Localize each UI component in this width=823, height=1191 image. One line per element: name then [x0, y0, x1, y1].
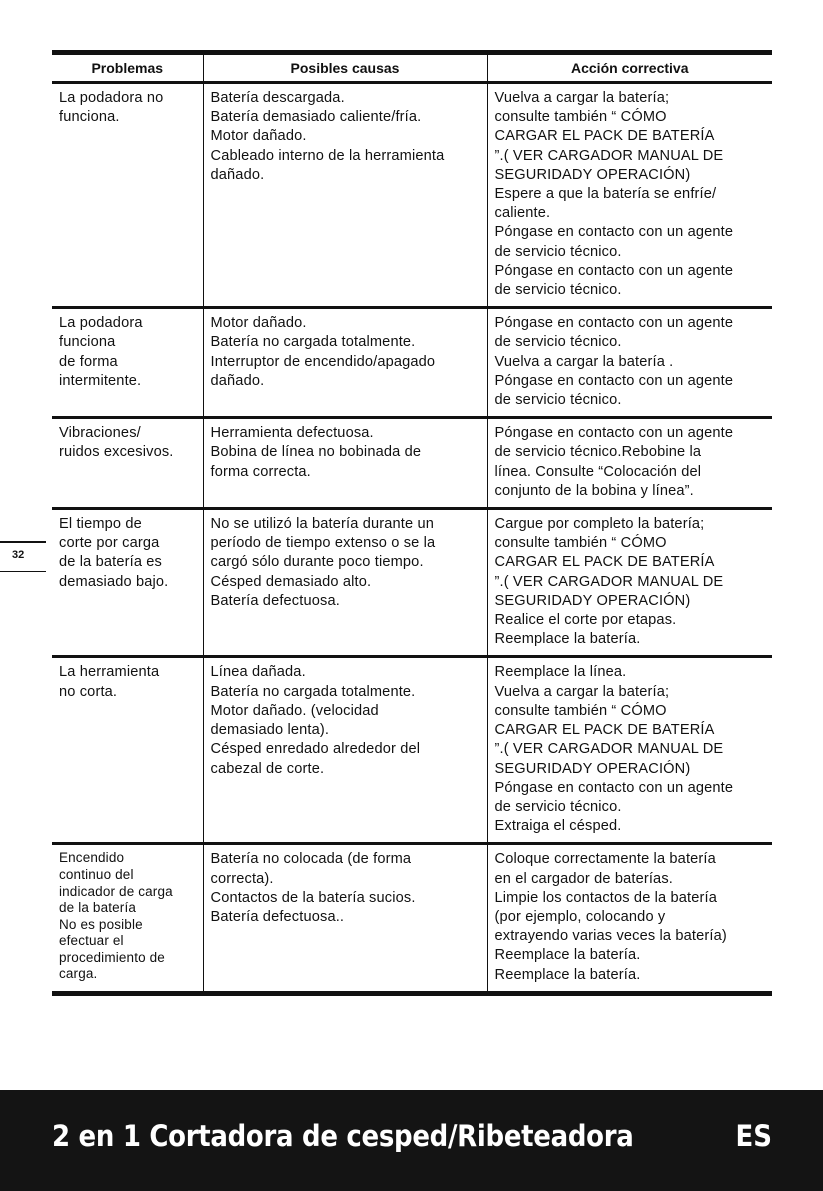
cell-line: Coloque correctamente la batería [494, 851, 716, 868]
cell-line: Extraiga el césped. [494, 818, 622, 835]
causes-cell [203, 418, 487, 509]
cell-line: La podadora [59, 315, 143, 332]
cell-line: Póngase en contacto con un agente [494, 425, 734, 442]
cell-line: demasiado bajo. [59, 573, 169, 590]
cell-line: Realice el corte por etapas. [494, 612, 677, 629]
cell-line: forma correcta. [210, 463, 311, 480]
cell-line: No es posible [59, 916, 143, 932]
cell-line: conjunto de la bobina y línea”. [494, 482, 694, 499]
cell-line: Cargue por completo la batería; [494, 516, 705, 533]
cell-line: Vuelva a cargar la batería; [494, 683, 670, 700]
page-tab-rule-top [0, 541, 46, 543]
troubleshooting-table [52, 50, 772, 996]
table-row [52, 844, 772, 993]
cell-line: en el cargador de baterías. [494, 870, 673, 887]
cell-line: consulte también “ CÓMO [494, 702, 667, 719]
cell-line: Césped enredado alrededor del [210, 741, 421, 758]
page-tab-rule-bottom [0, 571, 46, 573]
table-row [52, 83, 772, 308]
cell-line: Herramienta defectuosa. [210, 425, 374, 442]
cell-line: consulte también “ CÓMO [494, 535, 667, 552]
cell-line: Batería defectuosa.. [210, 908, 345, 925]
cell-line: Bobina de línea no bobinada de [210, 444, 422, 461]
table-body [52, 83, 772, 994]
cell-line: No se utilizó la batería durante un [210, 516, 434, 533]
cell-line: SEGURIDADY OPERACIÓN) [494, 592, 691, 609]
cell-line: indicador de carga [59, 883, 173, 899]
header-causes: Posibles causas [203, 53, 487, 83]
cell-line: de servicio técnico. [494, 334, 622, 351]
header-problems: Problemas [52, 53, 203, 83]
table-header-row [52, 53, 772, 83]
cell-line: demasiado lenta). [210, 722, 330, 739]
cell-line: de servicio técnico. [494, 282, 622, 299]
cell-line: Póngase en contacto con un agente [494, 262, 734, 279]
cell-line: Póngase en contacto con un agente [494, 372, 734, 389]
footer-banner [0, 1090, 823, 1191]
cell-line: Reemplace la batería. [494, 631, 641, 648]
cell-line: Batería defectuosa. [210, 592, 340, 609]
cell-line: Reemplace la línea. [494, 664, 627, 681]
cell-line: de servicio técnico. [494, 392, 622, 409]
problem-cell [52, 83, 203, 308]
causes-cell [203, 83, 487, 308]
cell-line: efectuar el [59, 933, 124, 949]
actions-cell [487, 844, 772, 993]
cell-line: CARGAR EL PACK DE BATERÍA [494, 554, 715, 571]
footer-title: 2 en 1 Cortadora de cesped/Ribeteadora [52, 1120, 634, 1154]
cell-line: Motor dañado. [210, 128, 307, 145]
cell-line: funciona [59, 334, 116, 351]
cell-line: El tiempo de [59, 516, 142, 533]
cell-line: extrayendo varias veces la batería) [494, 928, 727, 945]
cell-line: Vuelva a cargar la batería; [494, 90, 670, 106]
cell-line: Póngase en contacto con un agente [494, 224, 734, 241]
cell-line: procedimiento de [59, 949, 165, 965]
cell-line: intermitente. [59, 372, 142, 389]
cell-line: Limpie los contactos de la batería [494, 889, 718, 906]
table-row [52, 308, 772, 418]
cell-line: Cableado interno de la herramienta [210, 147, 445, 164]
cell-line: período de tiempo extenso o se la [210, 535, 436, 552]
page-number-tab [0, 541, 46, 572]
actions-cell [487, 509, 772, 657]
cell-line: CARGAR EL PACK DE BATERÍA [494, 128, 715, 145]
cell-line: línea. Consulte “Colocación del [494, 463, 702, 480]
cell-line: Batería no cargada totalmente. [210, 334, 416, 351]
cell-line: carga. [59, 966, 98, 982]
cell-line: La herramienta [59, 664, 160, 681]
causes-cell [203, 509, 487, 657]
cell-line: Césped demasiado alto. [210, 573, 372, 590]
cell-line: Línea dañada. [210, 664, 306, 681]
cell-line: caliente. [494, 205, 551, 222]
actions-cell [487, 657, 772, 844]
cell-line: correcta). [210, 870, 274, 887]
cell-line: Batería no colocada (de forma [210, 851, 412, 868]
table-row [52, 657, 772, 844]
cell-line: SEGURIDADY OPERACIÓN) [494, 166, 691, 183]
actions-cell [487, 308, 772, 418]
problem-cell [52, 657, 203, 844]
page-number: 32 [12, 549, 25, 561]
table-row [52, 418, 772, 509]
problem-cell [52, 509, 203, 657]
causes-cell [203, 657, 487, 844]
cell-line: dañado. [210, 166, 265, 183]
causes-cell [203, 844, 487, 993]
cell-line: ”.( VER CARGADOR MANUAL DE [494, 741, 724, 758]
cell-line: Vuelva a cargar la batería . [494, 353, 674, 370]
cell-line: Motor dañado. (velocidad [210, 702, 379, 719]
cell-line: cargó sólo durante poco tiempo. [210, 554, 424, 571]
cell-line: de la batería es [59, 554, 163, 571]
cell-line: Encendido [59, 850, 125, 866]
cell-line: Batería descargada. [210, 90, 345, 106]
cell-line: consulte también “ CÓMO [494, 109, 667, 126]
header-actions: Acción correctiva [487, 53, 772, 83]
cell-line: de servicio técnico. [494, 243, 622, 260]
actions-cell [487, 418, 772, 509]
footer-language-code: ES [735, 1120, 772, 1154]
cell-line: Espere a que la batería se enfríe/ [494, 186, 717, 203]
cell-line: La podadora no [59, 90, 164, 106]
cell-line: ”.( VER CARGADOR MANUAL DE [494, 147, 724, 164]
cell-line: CARGAR EL PACK DE BATERÍA [494, 722, 715, 739]
cell-line: Póngase en contacto con un agente [494, 779, 734, 796]
cell-line: Batería demasiado caliente/fría. [210, 109, 422, 126]
actions-cell [487, 83, 772, 308]
cell-line: ”.( VER CARGADOR MANUAL DE [494, 573, 724, 590]
cell-line: ruidos excesivos. [59, 444, 174, 461]
cell-line: continuo del [59, 866, 134, 882]
cell-line: Contactos de la batería sucios. [210, 889, 416, 906]
problem-cell [52, 308, 203, 418]
cell-line: de servicio técnico.Rebobine la [494, 444, 702, 461]
problem-cell [52, 418, 203, 509]
causes-cell [203, 308, 487, 418]
cell-line: Reemplace la batería. [494, 966, 641, 983]
problem-cell [52, 844, 203, 993]
cell-line: Batería no cargada totalmente. [210, 683, 416, 700]
cell-line: no corta. [59, 683, 118, 700]
cell-line: cabezal de corte. [210, 760, 325, 777]
cell-line: (por ejemplo, colocando y [494, 908, 666, 925]
cell-line: de forma [59, 353, 118, 370]
cell-line: Motor dañado. [210, 315, 307, 332]
cell-line: de servicio técnico. [494, 798, 622, 815]
cell-line: Reemplace la batería. [494, 947, 641, 964]
table-row [52, 509, 772, 657]
cell-line: Póngase en contacto con un agente [494, 315, 734, 332]
cell-line: Vibraciones/ [59, 425, 141, 442]
cell-line: de la batería [59, 900, 137, 916]
cell-line: corte por carga [59, 535, 160, 552]
troubleshooting-table-wrapper [52, 50, 772, 996]
cell-line: dañado. [210, 372, 265, 389]
cell-line: Interruptor de encendido/apagado [210, 353, 436, 370]
cell-line: funciona. [59, 109, 120, 126]
cell-line: SEGURIDADY OPERACIÓN) [494, 760, 691, 777]
